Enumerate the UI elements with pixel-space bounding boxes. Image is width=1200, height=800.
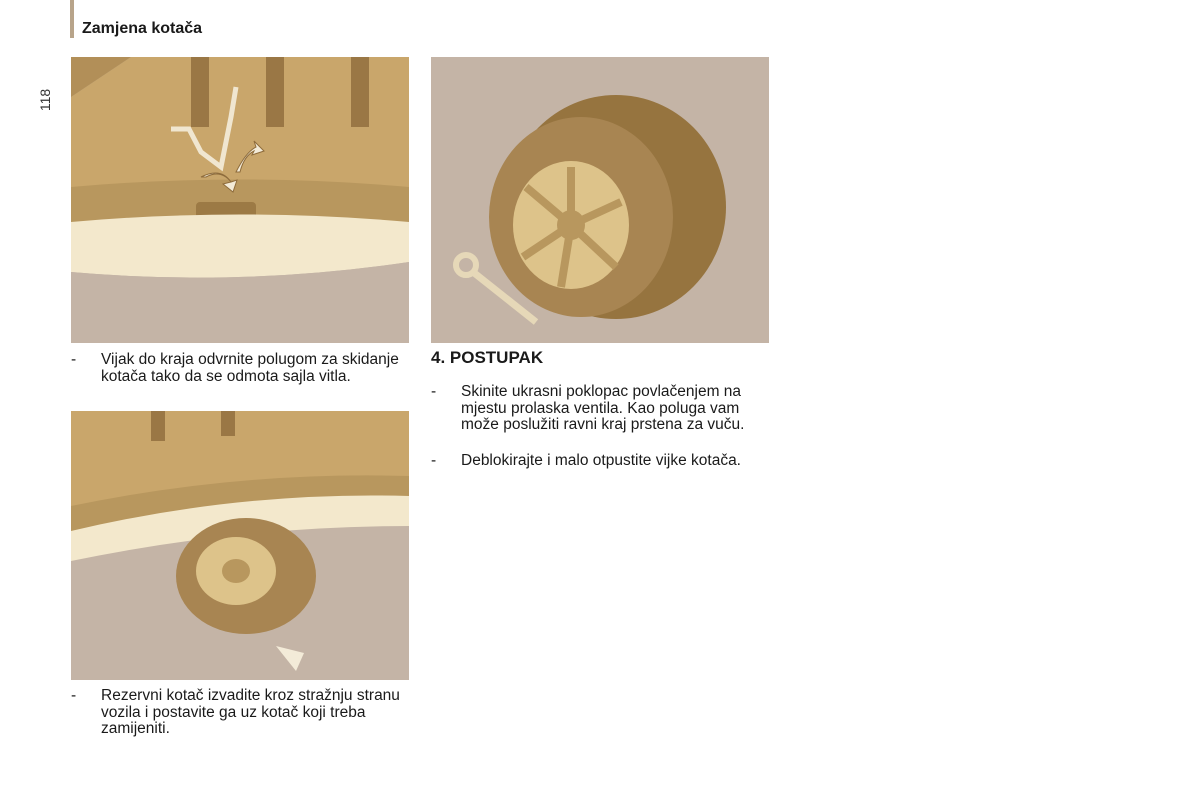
procedure-heading: 4. POSTUPAK: [431, 348, 544, 367]
spare-wheel-lowered-illustration: [71, 411, 409, 680]
trunk-winch-tool-illustration: [71, 57, 409, 343]
step-text: Skinite ukrasni poklopac povlačenjem na mjestu prolaska ventila. Kao poluga vam može poslužiti ravni kraj prstena za vuču.: [461, 383, 745, 433]
step-text: Vijak do kraja odvrnite polugom za skidanje kotača tako da se odmota sajla vitla.: [101, 351, 399, 385]
step-dash: -: [71, 687, 77, 704]
step-dash: -: [431, 452, 437, 469]
wheel-and-towing-eye-illustration: [431, 57, 769, 343]
step-text: Deblokirajte i malo otpustite vijke kotača.: [461, 452, 741, 469]
page-number: 118: [37, 88, 53, 112]
header-accent-bar: [70, 0, 74, 38]
step-dash: -: [431, 383, 437, 400]
section-title: Zamjena kotača: [82, 20, 203, 37]
step-text: Rezervni kotač izvadite kroz stražnju stranu vozila i postavite ga uz kotač koji treba zamijeniti.: [101, 687, 400, 737]
step-dash: -: [71, 351, 77, 368]
